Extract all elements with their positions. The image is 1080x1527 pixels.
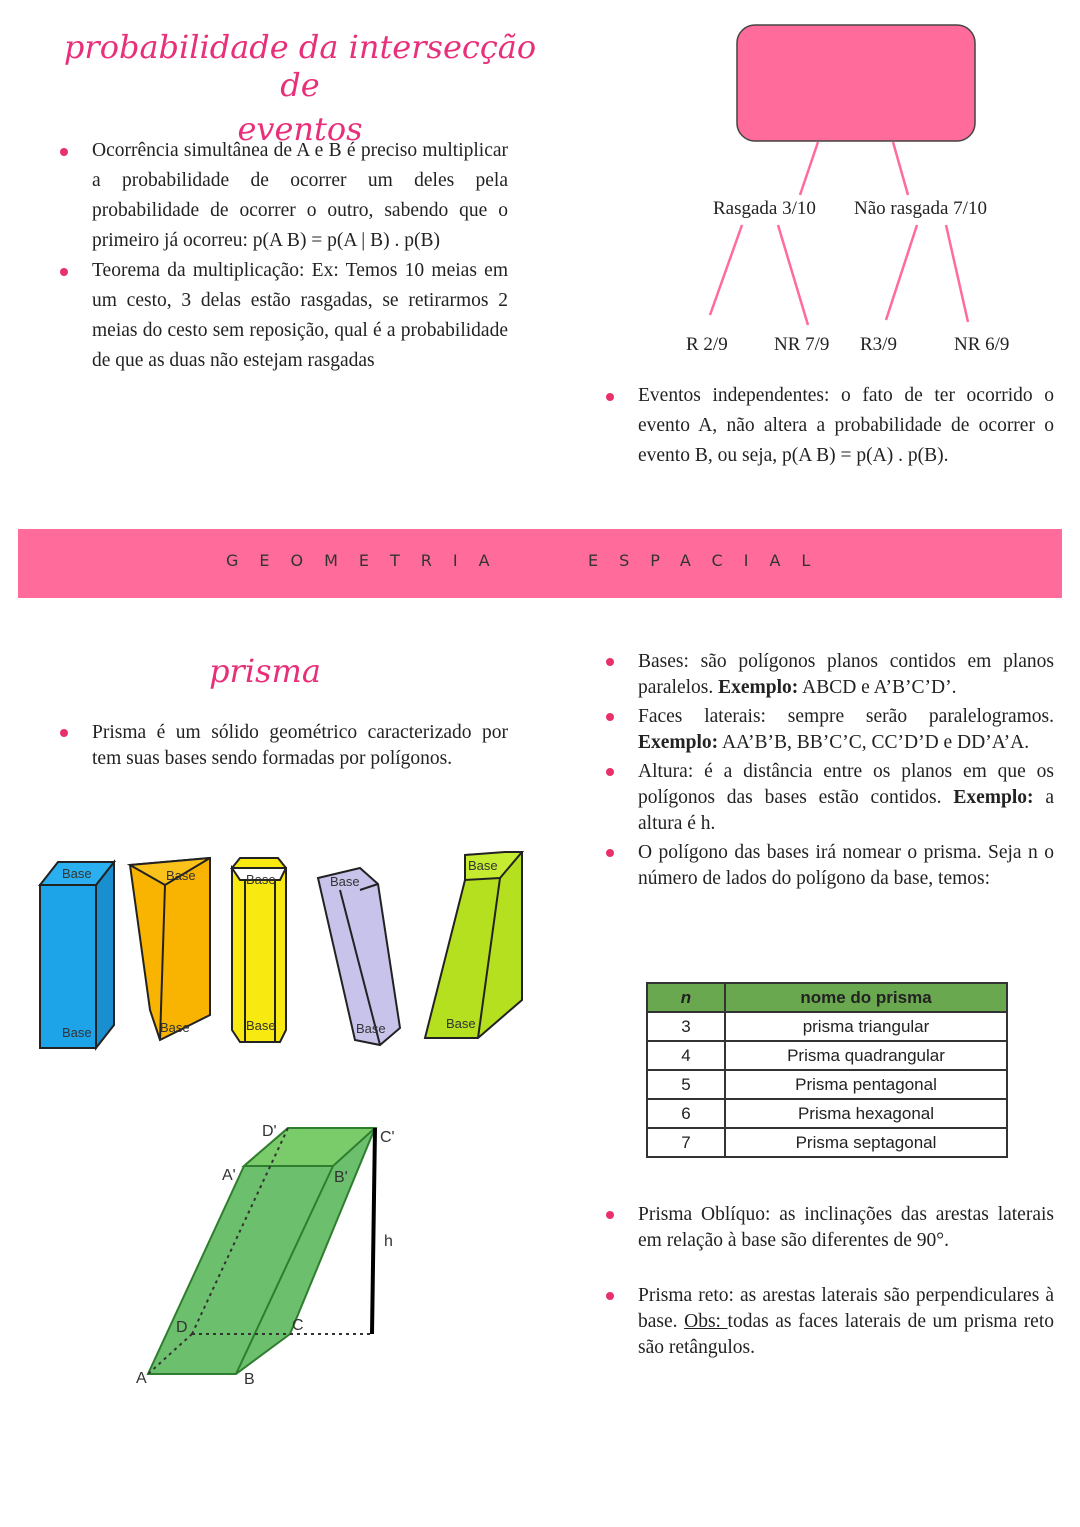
tree-label: Não rasgada 7/10: [854, 198, 987, 219]
table-cell: 7: [647, 1128, 725, 1157]
prisma-intro: [54, 720, 508, 772]
bullet-text: Altura: é a distância entre os planos em que os polígonos das bases estão contidos.: [638, 761, 1054, 808]
table-cell: prisma triangular: [725, 1012, 1007, 1041]
bullet-bold: Exemplo:: [953, 787, 1034, 808]
bullet-text: Bases: são polígonos planos contidos em planos paralelos.: [638, 651, 1054, 698]
prism-types: [600, 1202, 1054, 1361]
table-cell: Prisma quadrangular: [725, 1041, 1007, 1070]
prism-purple: [318, 868, 400, 1045]
prism-green: [425, 852, 522, 1038]
vertex-label: B': [334, 1169, 348, 1186]
vertex-label: A: [136, 1370, 147, 1387]
vertex-label: D: [176, 1319, 188, 1336]
bullet-item: [600, 1283, 1054, 1361]
table-row: [647, 1041, 1007, 1070]
bullet-item: [600, 840, 1054, 892]
bullet-item: [600, 759, 1054, 837]
section-banner: [18, 529, 1062, 598]
vertex-label: C: [292, 1317, 304, 1334]
bullet-item: Eventos independentes: o fato de ter ocorrido o evento A, não altera a probabilidade de ocorrer o evento B, ou seja, p(A B) = p(A) . p(B).: [600, 381, 1054, 471]
bullet-item: Ocorrência simultânea de A e B é preciso multiplicar a probabilidade de ocorrer um deles pela probabilidade de ocorrer o outro, sabendo que o primeiro já ocorreu: p(A B) = p(A | B) . p(B): [54, 136, 508, 256]
tree-branch: [893, 142, 908, 195]
oblique-prism-diagram: [0, 1100, 540, 1400]
table-cell: Prisma pentagonal: [725, 1070, 1007, 1099]
table-cell: 6: [647, 1099, 725, 1128]
table-cell: 4: [647, 1041, 725, 1070]
bullet-item: Prisma é um sólido geométrico caracterizado por tem suas bases sendo formadas por polígonos.: [54, 720, 508, 772]
title-line: probabilidade da intersecção de: [63, 28, 537, 104]
title-line: eventos: [237, 110, 363, 148]
independent-bullets: [600, 381, 1054, 471]
tree-label: Rasgada 3/10: [713, 198, 816, 219]
vertex-label: D': [262, 1123, 277, 1140]
prisma-title: prisma: [209, 652, 321, 690]
base-label: Base: [468, 858, 498, 873]
bullet-text: todas as faces laterais de um prisma reto são retângulos.: [638, 1311, 1055, 1358]
bullet-text: AA’B’B, BB’C’C, CC’D’D e DD’A’A.: [718, 732, 1030, 753]
tree-branch: [946, 225, 968, 322]
tree-branch: [778, 225, 808, 325]
base-label: Base: [330, 874, 360, 889]
probability-tree: [0, 0, 1080, 380]
bullet-item: [600, 649, 1054, 701]
bullet-bold: Exemplo:: [718, 677, 799, 698]
tree-branch: [886, 225, 917, 320]
table-cell: 5: [647, 1070, 725, 1099]
tree-label: NR 6/9: [954, 334, 1010, 355]
tree-label: R 2/9: [686, 334, 728, 355]
banner-word: GEOMETRIA: [226, 551, 511, 570]
base-label: Base: [446, 1016, 476, 1031]
bullet-text: ABCD e A’B’C’D’.: [798, 677, 957, 698]
base-label: Base: [62, 1025, 92, 1040]
obs-label: Obs:: [684, 1311, 728, 1332]
height-label: h: [384, 1233, 393, 1250]
base-label: Base: [160, 1020, 190, 1035]
table-cell: 3: [647, 1012, 725, 1041]
base-label: Base: [166, 868, 196, 883]
bullet-text: Faces laterais: sempre serão paralelogramos.: [638, 706, 1054, 727]
base-label: Base: [246, 872, 276, 887]
table-row: [647, 1070, 1007, 1099]
prisma-bullets: [600, 649, 1054, 892]
prism-examples: [0, 840, 540, 1060]
vertex-label: A': [222, 1167, 236, 1184]
bullet-text: Prisma reto: as arestas laterais são perpendiculares à base.: [638, 1285, 1054, 1332]
vertex-label: C': [380, 1129, 395, 1146]
column-header: nome do prisma: [725, 983, 1007, 1012]
base-label: Base: [246, 1018, 276, 1033]
base-label: Base: [62, 866, 92, 881]
tree-branch: [800, 142, 818, 195]
table-row: [647, 1099, 1007, 1128]
prism-blue: [40, 862, 114, 1048]
bullet-text: a altura é h.: [638, 787, 1055, 834]
column-header: n: [647, 983, 725, 1012]
bullet-item: Teorema da multiplicação: Ex: Temos 10 meias em um cesto, 3 delas estão rasgadas, se retirarmos 2 meias do cesto sem reposição, qual é a probabilidade de que as duas não estejam rasgadas: [54, 256, 508, 376]
vertex-label: B: [244, 1371, 255, 1388]
bullet-item: Prisma Oblíquo: as inclinações das arestas laterais em relação à base são diferentes de 90°.: [600, 1202, 1054, 1254]
bullet-item: [600, 704, 1054, 756]
banner-word: ESPACIAL: [588, 551, 832, 570]
bullet-bold: Exemplo:: [638, 732, 719, 753]
table-cell: Prisma septagonal: [725, 1128, 1007, 1157]
table-row: [647, 1128, 1007, 1157]
tree-label: NR 7/9: [774, 334, 830, 355]
tree-label: R3/9: [860, 334, 897, 355]
tree-root-box: [737, 25, 975, 141]
table-cell: Prisma hexagonal: [725, 1099, 1007, 1128]
tree-branch: [710, 225, 742, 315]
table-header-row: [647, 983, 1007, 1012]
bullet-text: O polígono das bases irá nomear o prisma. Seja n o número de lados do polígono da base, temos:: [638, 842, 1054, 889]
base-label: Base: [356, 1021, 386, 1036]
prism-orange: [130, 858, 210, 1040]
prism-names-table: [646, 982, 1008, 1158]
table-row: [647, 1012, 1007, 1041]
